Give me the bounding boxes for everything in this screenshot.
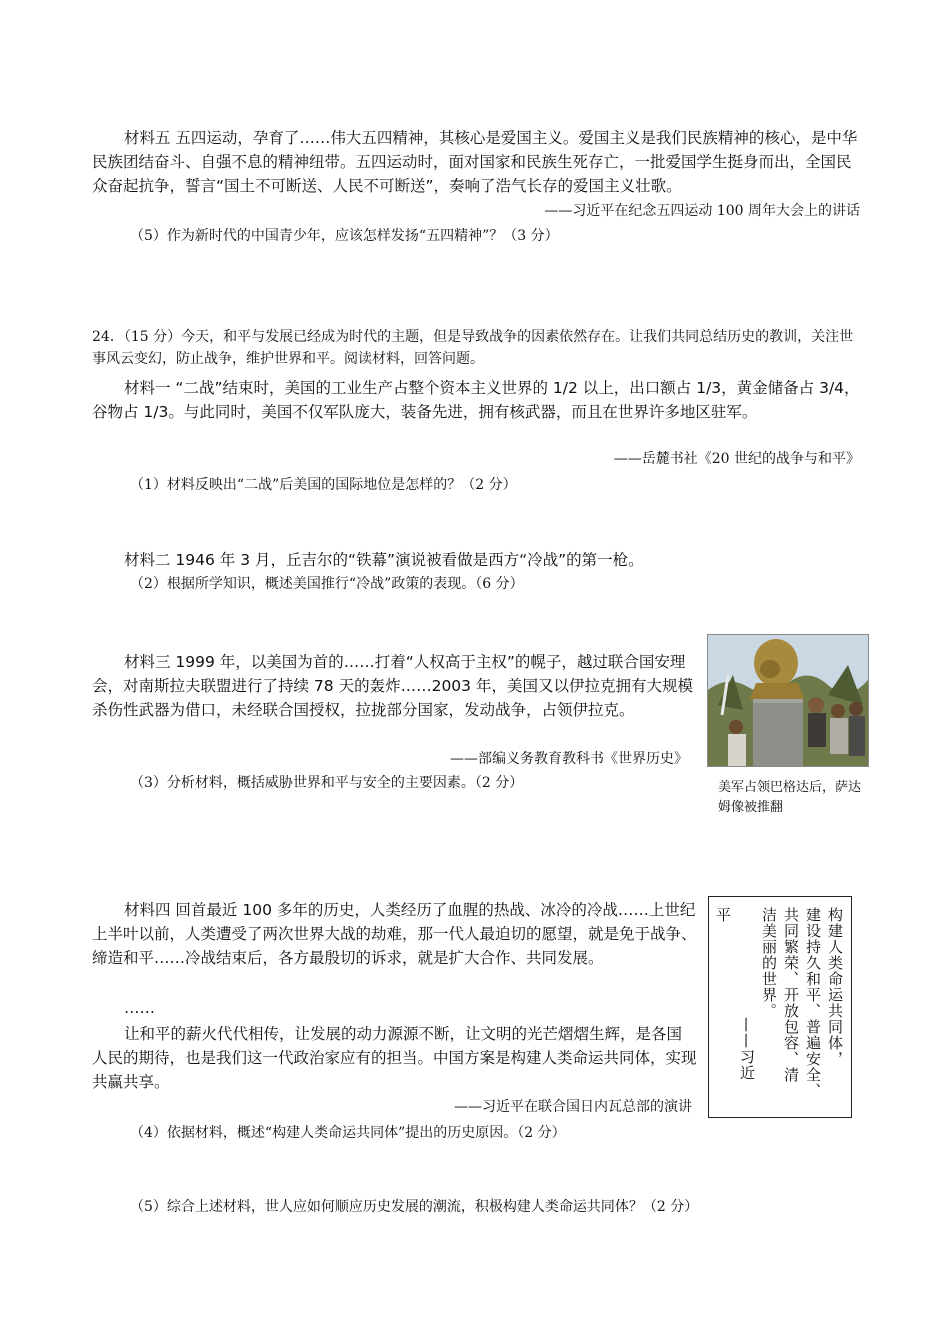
saddam-statue-photo (707, 634, 869, 767)
material-4-paragraph-2: 让和平的薪火代代相传，让发展的动力源源不断，让文明的光芒熠熠生辉，是各国人民的期待，也是我们这一代政治家应有的担当。中国方案是构建人类命运共同体，实现共赢共享。 (92, 1025, 697, 1091)
material-1-source: ——岳麓书社《20 世纪的战争与和平》 (613, 451, 860, 467)
material-5-text: 材料五 五四运动，孕育了……伟大五四精神，其核心是爱国主义。爱国主义是我们民族精神的核心，是中华民族团结奋斗、自强不息的精神纽带。五四运动时，面对国家和民族生死存亡，一批爱国学生挺身而出，全国民众奋起抗争，誓言“国土不可断送、人民不可断送”，奏响了浩气长存的爱国主义壮歌。 (92, 129, 858, 195)
material-3-source: ——部编义务教育教科书《世界历史》 (450, 751, 688, 767)
material-3-text: 材料三 1999 年，以美国为首的……打着“人权高于主权”的幌子，越过联合国安理会，对南斯拉夫联盟进行了持续 78 天的轰炸……2003 年，美国又以伊拉克拥有大规模杀伤性武器为借口，未经联合国授权，拉拢部分国家，发动战争，占领伊拉克。 (92, 653, 693, 719)
quote-column-3: 共同繁荣、开放包容、清 (782, 907, 800, 1083)
material-1-text: 材料一 “二战”结束时，美国的工业生产占整个资本主义世界的 1/2 以上，出口额占 1/3，黄金储备占 3/4，谷物占 1/3。与此同时，美国不仅军队庞大，装备先进，拥有核武器，而且在世界许多地区驻军。 (92, 379, 860, 421)
question-4-prompt: （4）依据材料，概述“构建人类命运共同体”提出的历史原因。（2 分） (130, 1125, 566, 1141)
question-5-prompt: （5）作为新时代的中国青少年，应该怎样发扬“五四精神”？（3 分） (130, 228, 559, 244)
photo-caption: 美军占领巴格达后，萨达姆像被推翻 (718, 780, 862, 815)
question-1-prompt: （1）材料反映出“二战”后美国的国际地位是怎样的？（2 分） (130, 477, 517, 493)
material-4-ellipsis: …… (124, 999, 155, 1017)
quote-box (708, 896, 852, 1118)
quote-column-5: ——习近 (738, 1017, 756, 1081)
question-24-intro: 24．（15 分）今天，和平与发展已经成为时代的主题，但是导致战争的因素依然存在。让我们共同总结历史的教训，关注世事风云变幻，防止战争，维护世界和平。阅读材料，回答问题。 (92, 329, 854, 367)
material-4-paragraph-1: 材料四 回首最近 100 多年的历史，人类经历了血腥的热战、冰冷的冷战……上世纪上半叶以前，人类遭受了两次世界大战的劫难，那一代人最迫切的愿望，就是免于战争、缔造和平……冷战结束后，各方最殷切的诉求，就是扩大合作、共同发展。 (92, 901, 697, 967)
material-2-text: 材料二 1946 年 3 月，丘吉尔的“铁幕”演说被看做是西方“冷战”的第一枪。 (124, 551, 644, 569)
question-2-prompt: （2）根据所学知识，概述美国推行“冷战”政策的表现。（6 分） (130, 576, 524, 592)
material-4-source: ——习近平在联合国日内瓦总部的演讲 (454, 1099, 692, 1115)
quote-column-1: 构建人类命运共同体， (826, 907, 844, 1067)
question-24-5-prompt: （5）综合上述材料，世人应如何顺应历史发展的潮流，积极构建人类命运共同体？（2 分） (130, 1199, 699, 1215)
quote-column-4: 洁美丽的世界。 (760, 907, 778, 1019)
quote-column-6: 平 (714, 907, 732, 923)
question-3-prompt: （3）分析材料，概括威胁世界和平与安全的主要因素。（2 分） (130, 775, 524, 791)
material-5-source: ——习近平在纪念五四运动 100 周年大会上的讲话 (544, 203, 860, 219)
quote-column-2: 建设持久和平、普遍安全、 (804, 907, 822, 1099)
